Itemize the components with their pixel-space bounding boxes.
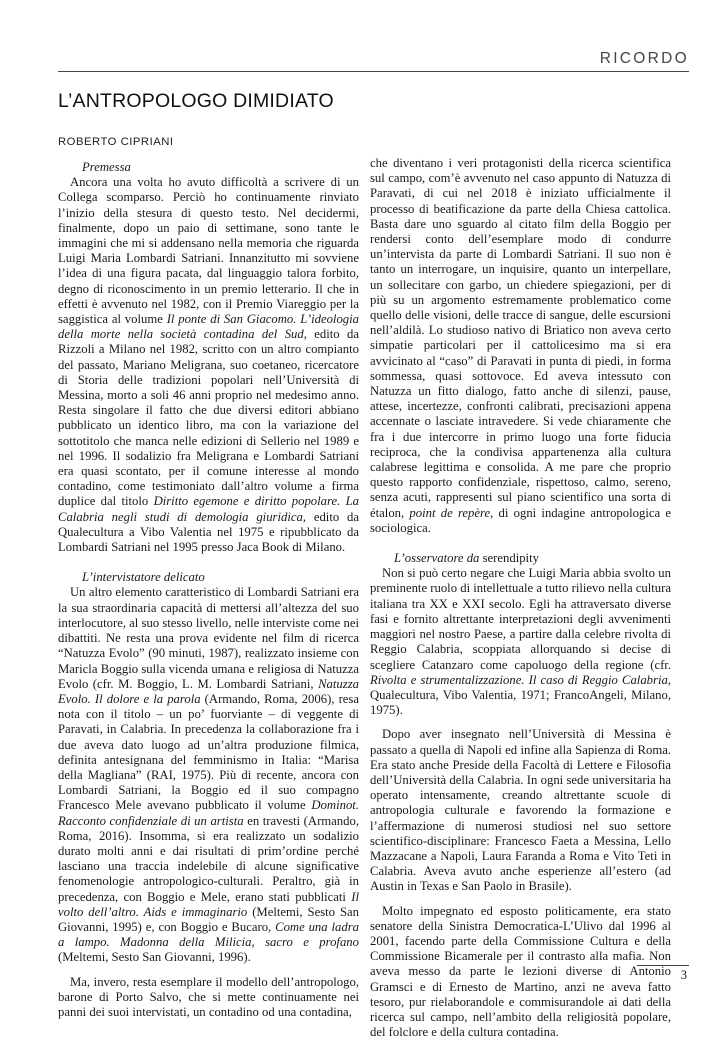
book-title: Il volto dell’altro. Aids e immaginario	[58, 889, 359, 919]
book-title: Il ponte di San Giacomo. L’ideologia della morte nella società contadina del Sud	[58, 312, 359, 342]
paragraph: Ma, invero, resta esemplare il modello dell’antropologo, barone di Porto Salvo, che si mette continuamente nei panni dei suoi intervistati, un contadino od una contadina,	[58, 974, 359, 1019]
section-heading-osservatore: L’osservatore da serendipity	[394, 551, 539, 566]
paragraph: Non si può certo negare che Luigi Maria abbia svolto un preminente ruolo di intellettuale a tutto rilievo nella cultura italiana tra XX e XXI secolo. Egli ha attraversato diverse fasi e fornito altrettante interpretazioni degli avvenimenti maggiori nel nostro Paese, a partire dalla celebre rivolta di Reggio Calabria, scoppiata allorquando si decise di scegliere Catanzaro come capoluogo della regione (cfr. Rivolta e strumentalizzazione. Il caso di Reggio Calabria, Qualecultura, Vibo Valentia, 1971; FrancoAngeli, Milano, 1975).	[370, 566, 671, 718]
header-rule	[58, 71, 689, 72]
book-title: Natuzza Evolo. Il dolore e la parola	[58, 676, 359, 706]
footer-rule	[637, 965, 689, 966]
paragraph: che diventano i veri protagonisti della ricerca scientifica sul campo, com’è avvenuto nel caso appunto di Natuzza di Paravati, di cui nel 2018 è iniziato ufficialmente il processo di beatificazione da parte della Chiesa cattolica. Basta dare uno sguardo al citato film della Boggio per rendersi conto dell’esemplare modo di condurre un’intervista da parte di Lombardi Satriani. Il suo non è tanto un interrogare, un inquisire, quanto un interpellare, un sollecitare con garbo, un chiedere spiegazioni, per di più su un argomento estremamente problematico come quello delle visioni, delle tracce di sangue, delle escursioni nell’aldilà. Lo studioso nativo di Briatico non aveva certo simpatie particolari per il cattolicesimo ma si era avvicinato al “caso” di Paravati in punta di piedi, in forma sommessa, quasi sottovoce. Ed aveva intessuto con Natuzza un fitto dialogo, fatto anche di silenzi, pause, attese, incertezze, confronti calibrati, precisazioni appena accennate o lasciate intravedere. Si vede chiaramente che fra i due intercorre in primo luogo una forte fiducia reciproca, che la condivisa appartenenza alla cultura calabrese legittima e consolida. A me pare che proprio questo rapporto confidenziale, rispettoso, calmo, sereno, senza acuti, rappresenti sul piano scientifico una sorta di étalon, point de repère, di ogni indagine antropologica e sociologica.	[370, 156, 671, 535]
section-heading-intervistatore: L’intervistatore delicato	[82, 570, 205, 585]
article-title: L’ANTROPOLOGO DIMIDIATO	[58, 90, 334, 112]
book-title: Come una ladra a lampo. Madonna della Milicia, sacro e profano	[58, 919, 360, 950]
paragraph: Dopo aver insegnato nell’Università di Messina è passato a quella di Napoli ed infine alla Sapienza di Roma. Era stato anche Preside della Facoltà di Lettere e Filosofia dell’Università della Calabria. In ogni sede universitaria ha operato intensamente, creando altrettante scuole di antropologia culturale e favorendo la formazione e l’affermazione di numerosi studiosi nel suo settore scientifico-disciplinare: Francesco Faeta a Messina, Lello Mazzacane a Napoli, Laura Faranda a Roma e Vito Teti in Calabria. Aveva avuto anche esperienze all’estero (ad Austin in Texas e San Paolo in Brasile).	[370, 727, 671, 894]
section-heading-premessa: Premessa	[82, 160, 131, 174]
paragraph: Molto impegnato ed esposto politicamente, era stato senatore della Sinistra Democratica-L’Ulivo dal 1996 al 2001, facendo parte della Commissione Cultura e della Commissione Bicamerale per il contrasto alla mafia. Non aveva messo da parte le lezioni diverse di Antonio Gramsci e di Ernesto de Martino, anzi ne aveva fatto tesoro, pur rielaborandole e commisurandole ai dati della ricerca sul campo, nell’ambito della religiosità popolare, del folclore e della cultura contadina.	[370, 903, 671, 1040]
right-column	[370, 156, 671, 1040]
paragraph: Un altro elemento caratteristico di Lombardi Satriani era la sua straordinaria capacità di mettersi all’altezza del suo interlocutore, al suo stesso livello, nelle interviste come nei dibattiti. Ne resta una prova evidente nel film di ricerca “Natuzza Evolo” (90 minuti, 1987), realizzato insieme con Maricla Boggio sulla vicenda umana e religiosa di Natuzza Evolo (cfr. M. Boggio, L. M. Lombardi Satriani, Natuzza Evolo. Il dolore e la parola (Armando, Roma, 2006), resa nota con il titolo – un po’ fuorviante – di veggente di Paravati, in Calabria. In precedenza la collaborazione fra i due aveva dato luogo ad un’altra produzione filmica, definita antesignana del femminismo in Italia: “Marisa della Magliana” (RAI, 1975). Più di recente, ancora con Lombardi Satriani, la Boggio ed il suo compagno Francesco Mele avevano pubblicato il volume Dominot. Racconto confidenziale di un artista en travesti (Armando, Roma, 2016). Insomma, si era realizzato un sodalizio durato molti anni e dai risultati di prim’ordine perché lasciano una traccia indelebile di alcune significative fenomenologie antropologico-culturali. Peraltro, già in precedenza, con Boggio e Mele, erano stati pubblicati Il volto dell’altro. Aids e immaginario (Meltemi, Sesto San Giovanni, 1995) e, con Boggio e Bucaro, Come una ladra a lampo. Madonna della Milicia, sacro e profano (Meltemi, Sesto San Giovanni, 1996).	[58, 585, 360, 965]
paragraph: Ancora una volta ho avuto difficoltà a scrivere di un Collega scomparso. Perciò ho continuamente rinviato l’inizio della stesura di questo testo. Nel decidermi, finalmente, dopo un paio di settimane, sono tante le immagini che mi si addensano nella memoria che riguarda Luigi Maria Lombardi Satriani. Innanzitutto mi sovviene l’idea di una figura pacata, dal linguaggio talora forbito, degno di riconoscimento in un premio letterario. Il che in effetti è avvenuto nel 1982, con il Premio Viareggio per la saggistica al volume Il ponte di San Giacomo. L’ideologia della morte nella società contadina del Sud, edito da Rizzoli a Milano nel 1982, scritto con un altro compianto del passato, Mariano Meligrana, suo coetaneo, ricercatore di Storia delle tradizioni popolari nell’Università di Messina, morto a soli 46 anni proprio nel medesimo anno. Resta singolare il fatto che due diversi editori abbiano pubblicato un identico libro, ma con la variazione del sottotitolo che manca nelle edizioni di Sellerio nel 1989 e nel 1996. Il sodalizio fra Meligrana e Lombardi Satriani era quasi scontato, per il comune interesse al mondo contadino, come testimoniato dall’altro volume a firma duplice dal titolo Diritto egemone e diritto popolare. La Calabria negli studi di demologia giuridica, edito da Qualecultura a Vibo Valentia nel 1975 e ripubblicato da Lombardi Satriani nel 1995 presso Jaca Book di Milano.	[58, 175, 359, 555]
book-title: Dominot. Racconto confidenziale di un artista	[58, 798, 359, 828]
section-label: RICORDO	[599, 50, 689, 67]
article-author: ROBERTO CIPRIANI	[58, 136, 174, 148]
page-number: 3	[680, 968, 687, 982]
book-title: Rivolta e strumentalizzazione. Il caso di Reggio Calabria	[370, 672, 668, 687]
italic-term: point de repère	[409, 505, 491, 520]
left-column	[58, 160, 359, 1020]
book-title: Diritto egemone e diritto popolare. La Calabria negli studi di demologia giuridica	[58, 494, 359, 524]
